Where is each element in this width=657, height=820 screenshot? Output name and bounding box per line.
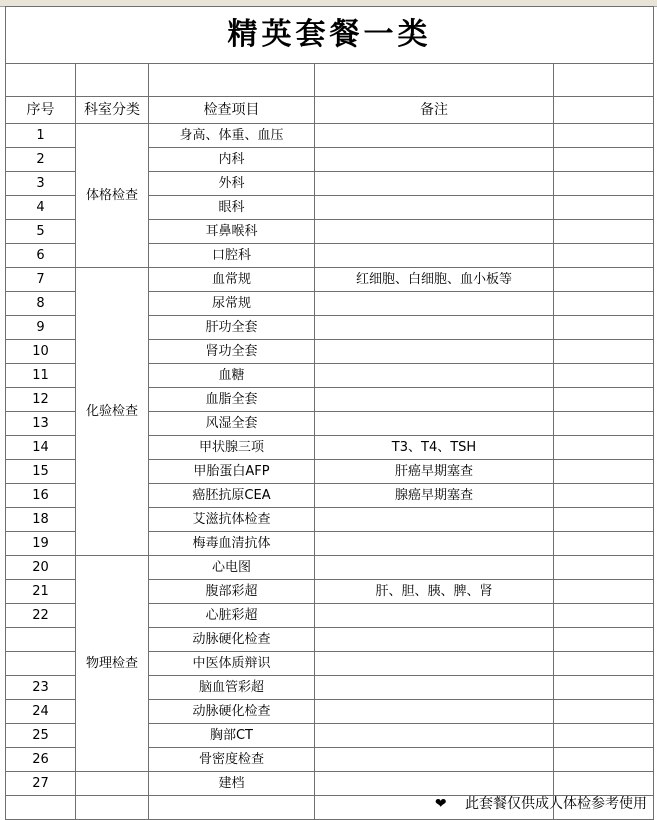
empty-cell[interactable] [554,340,654,364]
remark-cell[interactable] [315,124,554,148]
row-number[interactable]: 14 [6,436,76,460]
exam-item[interactable]: 肝功全套 [149,316,315,340]
empty-cell[interactable] [554,532,654,556]
exam-item[interactable]: 艾滋抗体检查 [149,508,315,532]
exam-item[interactable]: 癌胚抗原CEA [149,484,315,508]
exam-item[interactable]: 心脏彩超 [149,604,315,628]
row-number[interactable]: 3 [6,172,76,196]
blank-cell[interactable] [6,796,76,820]
empty-cell[interactable] [554,652,654,676]
row-number[interactable]: 18 [6,508,76,532]
row-number[interactable]: 10 [6,340,76,364]
empty-cell[interactable] [554,364,654,388]
remark-cell[interactable]: 肝、胆、胰、脾、肾 [315,580,554,604]
empty-cell[interactable] [554,700,654,724]
exam-item[interactable]: 甲胎蛋白AFP [149,460,315,484]
row-number[interactable]: 4 [6,196,76,220]
remark-cell[interactable] [315,700,554,724]
row-number[interactable]: 24 [6,700,76,724]
remark-cell[interactable] [315,556,554,580]
header-extra [554,97,654,124]
row-number[interactable]: 7 [6,268,76,292]
remark-cell[interactable] [315,748,554,772]
remark-cell[interactable] [315,628,554,652]
table-row [6,124,654,148]
row-number[interactable]: 2 [6,148,76,172]
exam-item[interactable]: 建档 [149,772,315,796]
department-cell[interactable]: 体格检查 [76,124,149,268]
remark-cell[interactable] [315,340,554,364]
row-number[interactable] [6,628,76,652]
empty-cell[interactable] [554,724,654,748]
row-number[interactable]: 5 [6,220,76,244]
remark-cell[interactable] [315,508,554,532]
header-item: 检查项目 [149,97,315,124]
empty-cell[interactable] [554,412,654,436]
footer-note-container [435,793,647,815]
remark-cell[interactable] [315,292,554,316]
empty-cell[interactable] [554,676,654,700]
empty-cell[interactable] [554,580,654,604]
exam-item[interactable]: 脑血管彩超 [149,676,315,700]
row-number[interactable]: 1 [6,124,76,148]
remark-cell[interactable] [315,772,554,796]
remark-cell[interactable] [315,364,554,388]
row-number[interactable]: 8 [6,292,76,316]
blank-cell[interactable] [76,64,149,97]
row-number[interactable]: 19 [6,532,76,556]
remark-cell[interactable] [315,316,554,340]
package-table [5,6,654,820]
row-number[interactable]: 9 [6,316,76,340]
row-number[interactable]: 22 [6,604,76,628]
exam-item[interactable]: 身高、体重、血压 [149,124,315,148]
exam-item[interactable]: 肾功全套 [149,340,315,364]
empty-cell[interactable] [554,196,654,220]
empty-cell[interactable] [554,748,654,772]
blank-cell[interactable] [149,796,315,820]
remark-cell[interactable]: 腺癌早期塞查 [315,484,554,508]
empty-cell[interactable] [554,388,654,412]
empty-cell[interactable] [554,148,654,172]
header-no: 序号 [6,97,76,124]
remark-cell[interactable] [315,220,554,244]
department-cell[interactable]: 物理检查 [76,556,149,772]
empty-cell[interactable] [554,604,654,628]
blank-cell[interactable] [6,64,76,97]
exam-item[interactable]: 血糖 [149,364,315,388]
remark-cell[interactable] [315,604,554,628]
remark-cell[interactable] [315,412,554,436]
row-number[interactable]: 23 [6,676,76,700]
remark-cell[interactable] [315,244,554,268]
exam-item[interactable]: 心电图 [149,556,315,580]
exam-item[interactable]: 甲状腺三项 [149,436,315,460]
exam-item[interactable]: 梅毒血清抗体 [149,532,315,556]
remark-cell[interactable] [315,172,554,196]
blank-cell[interactable] [554,64,654,97]
empty-cell[interactable] [554,484,654,508]
empty-cell[interactable] [554,772,654,796]
row-number[interactable]: 6 [6,244,76,268]
footer-note: 此套餐仅供成人体检参考使用 [465,796,647,812]
exam-item[interactable]: 血脂全套 [149,388,315,412]
remark-cell[interactable] [315,388,554,412]
row-number[interactable]: 20 [6,556,76,580]
exam-item[interactable]: 中医体质辩识 [149,652,315,676]
remark-cell[interactable] [315,652,554,676]
remark-cell[interactable] [315,532,554,556]
empty-cell[interactable] [554,244,654,268]
row-number[interactable]: 26 [6,748,76,772]
row-number[interactable]: 16 [6,484,76,508]
empty-cell[interactable] [554,316,654,340]
blank-cell[interactable] [315,64,554,97]
heart-icon: ❤ [434,796,447,812]
remark-cell[interactable] [315,676,554,700]
exam-item[interactable]: 眼科 [149,196,315,220]
empty-cell[interactable] [554,436,654,460]
exam-item[interactable]: 血常规 [149,268,315,292]
empty-cell[interactable] [554,460,654,484]
exam-item[interactable]: 胸部CT [149,724,315,748]
empty-cell[interactable] [554,268,654,292]
exam-item[interactable]: 外科 [149,172,315,196]
empty-cell[interactable] [554,220,654,244]
table-row [6,556,654,580]
page-title: 精英套餐一类 [6,7,654,64]
table-row [6,772,654,796]
remark-cell[interactable] [315,148,554,172]
remark-cell[interactable]: T3、T4、TSH [315,436,554,460]
exam-item[interactable]: 动脉硬化检查 [149,628,315,652]
remark-cell[interactable] [315,196,554,220]
row-number[interactable] [6,652,76,676]
empty-cell[interactable] [554,628,654,652]
row-number[interactable]: 25 [6,724,76,748]
department-cell[interactable] [76,772,149,796]
exam-item[interactable]: 腹部彩超 [149,580,315,604]
exam-item[interactable]: 骨密度检查 [149,748,315,772]
remark-cell[interactable]: 红细胞、白细胞、血小板等 [315,268,554,292]
row-number[interactable]: 21 [6,580,76,604]
exam-item[interactable]: 口腔科 [149,244,315,268]
exam-item[interactable]: 尿常规 [149,292,315,316]
remark-cell[interactable] [315,724,554,748]
header-dept: 科室分类 [76,97,149,124]
empty-cell[interactable] [554,292,654,316]
empty-cell[interactable] [554,508,654,532]
blank-cell[interactable] [76,796,149,820]
row-number[interactable]: 11 [6,364,76,388]
row-number[interactable]: 15 [6,460,76,484]
department-cell[interactable]: 化验检查 [76,268,149,556]
row-number[interactable]: 12 [6,388,76,412]
blank-cell[interactable] [149,64,315,97]
table-row [6,268,654,292]
empty-cell[interactable] [554,556,654,580]
exam-item[interactable]: 动脉硬化检查 [149,700,315,724]
empty-cell[interactable] [554,172,654,196]
row-number[interactable]: 13 [6,412,76,436]
exam-item[interactable]: 耳鼻喉科 [149,220,315,244]
exam-item[interactable]: 内科 [149,148,315,172]
header-remark: 备注 [315,97,554,124]
exam-item[interactable]: 风湿全套 [149,412,315,436]
row-number[interactable]: 27 [6,772,76,796]
remark-cell[interactable]: 肝癌早期塞查 [315,460,554,484]
empty-cell[interactable] [554,124,654,148]
